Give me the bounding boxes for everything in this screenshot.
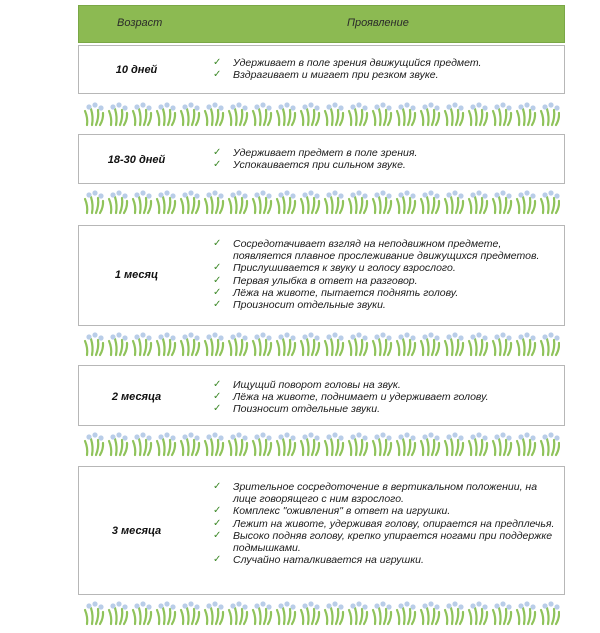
flower-clump-icon	[349, 102, 368, 125]
flower-clump-icon	[517, 432, 536, 455]
table-header	[78, 5, 565, 43]
list-item: ✓ Успокаивается при сильном звуке.	[213, 159, 406, 172]
flower-clump-icon	[253, 190, 272, 213]
manifestation-list	[212, 481, 562, 566]
age-label: 18-30 дней	[107, 154, 166, 166]
flower-clump-icon	[469, 601, 488, 624]
flower-clump-icon	[517, 190, 536, 213]
flower-clump-icon	[109, 190, 128, 213]
flower-clump-icon	[85, 432, 104, 455]
age-label: 2 месяца	[111, 391, 162, 403]
flower-clump-icon	[445, 601, 464, 624]
flower-clump-icon	[85, 190, 104, 213]
flower-clump-icon	[469, 432, 488, 455]
flower-clump-icon	[541, 332, 560, 355]
flower-clump-icon	[469, 190, 488, 213]
flower-border	[82, 600, 560, 626]
flower-clump-icon	[157, 601, 176, 624]
check-icon: ✓	[213, 529, 222, 541]
flower-clump-icon	[421, 432, 440, 455]
flower-clump-icon	[133, 601, 152, 624]
flower-clump-icon	[325, 432, 344, 455]
flower-clump-icon	[325, 190, 344, 213]
flower-clump-icon	[205, 102, 224, 125]
age-label: 10 дней	[115, 64, 158, 76]
flower-clump-icon	[397, 332, 416, 355]
flower-clump-icon	[421, 601, 440, 624]
flower-clump-icon	[109, 601, 128, 624]
flower-clump-icon	[397, 102, 416, 125]
flower-clump-icon	[205, 190, 224, 213]
check-icon: ✓	[213, 274, 222, 286]
flower-clump-icon	[253, 601, 272, 624]
flower-clump-icon	[373, 332, 392, 355]
age-row-18-30-days	[78, 134, 565, 184]
flower-clump-icon	[325, 332, 344, 355]
flower-clump-icon	[205, 432, 224, 455]
flower-clump-icon	[517, 601, 536, 624]
flower-clump-icon	[541, 190, 560, 213]
flower-clump-icon	[301, 601, 320, 624]
flower-clump-icon	[229, 601, 248, 624]
flower-clump-icon	[157, 190, 176, 213]
check-icon: ✓	[213, 262, 222, 274]
flower-clump-icon	[325, 601, 344, 624]
list-item: ✓ Высоко подняв голову, крепко упирается ногами при поддержке подмышками.	[213, 529, 553, 555]
flower-clump-icon	[421, 190, 440, 213]
age-row-2-months	[78, 365, 565, 426]
manifestation-list	[212, 379, 562, 416]
flower-clump-icon	[85, 601, 104, 624]
flower-clump-icon	[493, 190, 512, 213]
check-icon: ✓	[213, 554, 222, 566]
flower-clump-icon	[493, 332, 512, 355]
flower-clump-icon	[421, 102, 440, 125]
flower-clump-icon	[301, 432, 320, 455]
flower-clump-icon	[541, 601, 560, 624]
age-label: 1 месяц	[114, 269, 159, 281]
flower-clump-icon	[541, 432, 560, 455]
flower-clump-icon	[277, 601, 296, 624]
flower-clump-icon	[229, 190, 248, 213]
list-item: ✓ Первая улыбка в ответ на разговор.	[213, 274, 418, 287]
flower-clump-icon	[445, 432, 464, 455]
flower-clump-icon	[349, 601, 368, 624]
check-icon: ✓	[213, 69, 222, 81]
manifestation-list	[212, 238, 562, 311]
list-item: ✓ Ищущий поворот головы на звук.	[213, 379, 401, 391]
flower-clump-icon	[109, 432, 128, 455]
flower-clump-icon	[469, 332, 488, 355]
check-icon: ✓	[213, 379, 222, 390]
list-item: ✓ Удерживает в поле зрения движущийся предмет.	[213, 57, 482, 69]
list-item: ✓ Зрительное сосредоточение в вертикальном положении, на лице говорящего с ним взрослого.	[213, 481, 538, 506]
flower-clump-icon	[397, 190, 416, 213]
flower-clump-icon	[445, 102, 464, 125]
flower-clump-icon	[109, 332, 128, 355]
flower-clump-icon	[157, 102, 176, 125]
flower-clump-icon	[277, 332, 296, 355]
flower-clump-icon	[109, 102, 128, 125]
flower-clump-icon	[133, 190, 152, 213]
flower-border	[82, 431, 560, 457]
flower-clump-icon	[85, 332, 104, 355]
flower-clump-icon	[85, 102, 104, 125]
flower-clump-icon	[517, 332, 536, 355]
check-icon: ✓	[213, 391, 222, 403]
check-icon: ✓	[213, 299, 222, 311]
list-item: ✓ Лежит на животе, удерживая голову, опирается на предплечья.	[213, 517, 555, 530]
flower-clump-icon	[301, 102, 320, 125]
flower-clump-icon	[181, 332, 200, 355]
check-icon: ✓	[213, 481, 222, 492]
flower-clump-icon	[277, 102, 296, 125]
flower-clump-icon	[349, 332, 368, 355]
flower-clump-icon	[325, 102, 344, 125]
flower-clump-icon	[373, 432, 392, 455]
flower-clump-icon	[373, 102, 392, 125]
check-icon: ✓	[213, 505, 222, 517]
flower-clump-icon	[181, 601, 200, 624]
manifestation-list	[212, 57, 562, 81]
flower-clump-icon	[493, 601, 512, 624]
flower-clump-icon	[397, 432, 416, 455]
check-icon: ✓	[213, 147, 222, 158]
flower-clump-icon	[181, 190, 200, 213]
list-item: ✓ Произносит отдельные звуки.	[213, 299, 386, 312]
check-icon: ✓	[213, 517, 222, 529]
age-row-10-days	[78, 45, 565, 94]
flower-clump-icon	[133, 102, 152, 125]
flower-clump-icon	[397, 601, 416, 624]
flower-clump-icon	[445, 190, 464, 213]
flower-clump-icon	[229, 102, 248, 125]
list-item: ✓ Удерживает предмет в поле зрения.	[213, 147, 418, 159]
header-manifestation-label: Проявление	[347, 17, 409, 29]
flower-clump-icon	[277, 432, 296, 455]
flower-clump-icon	[301, 332, 320, 355]
list-item: ✓ Лёжа на животе, пытается поднять голову.	[213, 286, 459, 299]
flower-clump-icon	[517, 102, 536, 125]
flower-clump-icon	[253, 432, 272, 455]
flower-clump-icon	[253, 332, 272, 355]
age-row-1-month	[78, 225, 565, 326]
check-icon: ✓	[213, 57, 222, 68]
flower-clump-icon	[277, 190, 296, 213]
list-item: ✓ Вздрагивает и мигает при резком звуке.	[213, 69, 439, 82]
flower-clump-icon	[205, 332, 224, 355]
list-item: ✓ Лёжа на животе, поднимает и удерживает голову.	[213, 391, 489, 404]
flower-clump-icon	[157, 332, 176, 355]
header-age-label: Возраст	[117, 17, 163, 29]
flower-clump-icon	[181, 432, 200, 455]
flower-clump-icon	[301, 190, 320, 213]
flower-clump-icon	[349, 190, 368, 213]
age-label: 3 месяца	[111, 525, 162, 537]
list-item: ✓ Комплекс "оживления" в ответ на игрушки.	[213, 505, 451, 518]
check-icon: ✓	[213, 159, 222, 171]
flower-clump-icon	[157, 432, 176, 455]
list-item: ✓ Поизносит отдельные звуки.	[213, 403, 380, 416]
flower-clump-icon	[205, 601, 224, 624]
flower-clump-icon	[445, 332, 464, 355]
list-item: ✓ Прислушивается к звуку и голосу взрослого.	[213, 262, 456, 275]
check-icon: ✓	[213, 238, 222, 249]
check-icon: ✓	[213, 403, 222, 415]
flower-clump-icon	[229, 332, 248, 355]
flower-clump-icon	[373, 601, 392, 624]
flower-clump-icon	[421, 332, 440, 355]
flower-border	[82, 331, 560, 357]
age-row-3-months	[78, 466, 565, 595]
flower-clump-icon	[181, 102, 200, 125]
list-item: ✓ Случайно наталкивается на игрушки.	[213, 554, 424, 567]
flower-clump-icon	[469, 102, 488, 125]
flower-clump-icon	[493, 102, 512, 125]
flower-clump-icon	[253, 102, 272, 125]
flower-clump-icon	[133, 432, 152, 455]
flower-border	[82, 101, 560, 127]
manifestation-list	[212, 147, 562, 171]
flower-clump-icon	[493, 432, 512, 455]
flower-clump-icon	[373, 190, 392, 213]
flower-clump-icon	[133, 332, 152, 355]
flower-clump-icon	[229, 432, 248, 455]
flower-border	[82, 189, 560, 215]
check-icon: ✓	[213, 286, 222, 298]
flower-clump-icon	[349, 432, 368, 455]
list-item: ✓ Сосредотачивает взгляд на неподвижном предмете, появляется плавное прослеживание движущихся предметов.	[213, 238, 540, 263]
flower-clump-icon	[541, 102, 560, 125]
